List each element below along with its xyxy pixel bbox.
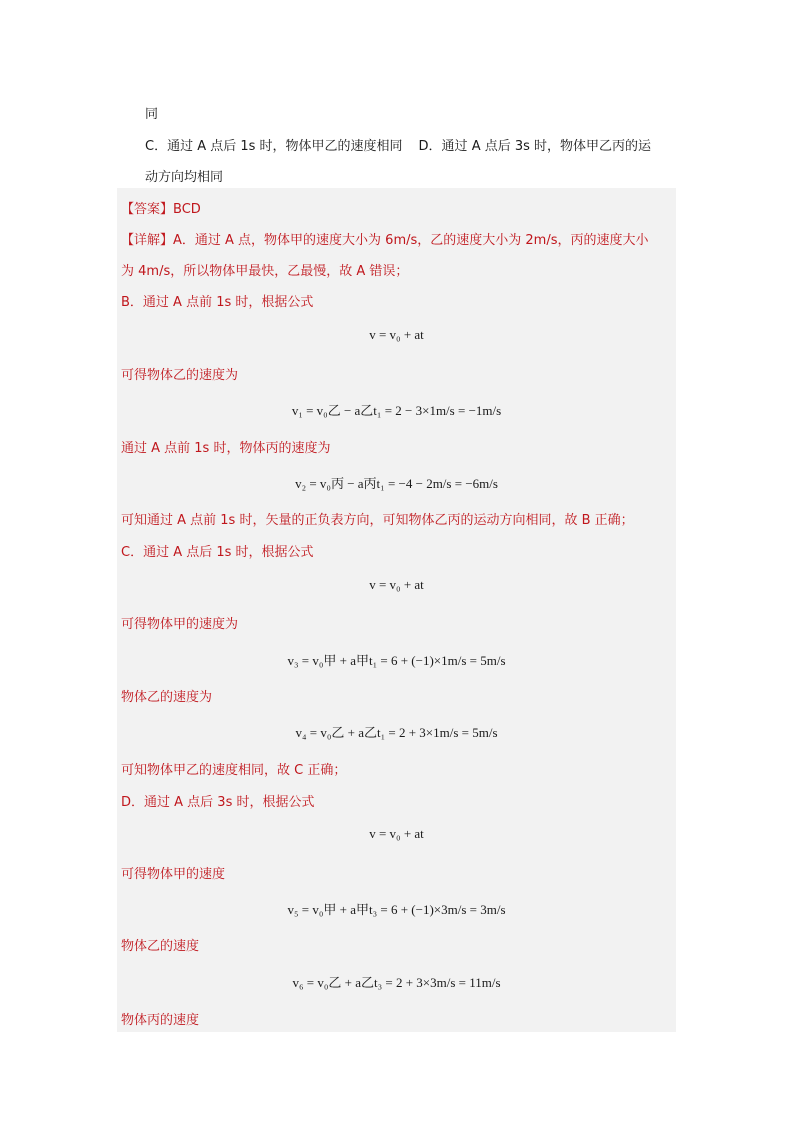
formula-1: v = v₀ + at [369, 327, 424, 342]
detail-d-text-1: 可得物体甲的速度 [121, 867, 226, 882]
formula-6: v₄ = v₀乙 + a乙t₁ = 2 + 3×1m/s = 5m/s [295, 725, 498, 740]
formula-2: v₁ = v₀乙 − a乙t₁ = 2 − 3×1m/s = −1m/s [291, 403, 502, 418]
formula-9: v₆ = v₀乙 + a乙t₃ = 2 + 3×3m/s = 11m/s [292, 975, 501, 990]
option-d-continuation: 动方向均相同 [145, 170, 224, 185]
detail-a-line-1: 【详解】A．通过 A 点，物体甲的速度大小为 6m/s，乙的速度大小为 2m/s，丙的速度大小 [121, 233, 649, 248]
question-line-tail: 同 [145, 107, 159, 122]
detail-b-text-1: 可得物体乙的速度为 [121, 368, 239, 383]
detail-b-intro: B．通过 A 点前 1s 时，根据公式 [121, 295, 314, 310]
detail-b-text-2: 通过 A 点前 1s 时，物体丙的速度为 [121, 441, 331, 456]
formula-7: v = v₀ + at [369, 826, 424, 841]
formula-3: v₂ = v₀丙 − a丙t₁ = −4 − 2m/s = −6m/s [295, 476, 498, 491]
detail-d-text-2: 物体乙的速度 [121, 939, 200, 954]
answer-label: 【答案】BCD [121, 202, 201, 217]
detail-c-text-2: 物体乙的速度为 [121, 690, 213, 705]
formula-5: v₃ = v₀甲 + a甲t₁ = 6 + (−1)×1m/s = 5m/s [287, 653, 506, 668]
detail-b-conclusion: 可知通过 A 点前 1s 时，矢量的正负表方向，可知物体乙丙的运动方向相同，故 B 正确； [121, 513, 634, 528]
detail-d-intro: D．通过 A 点后 3s 时，根据公式 [121, 795, 315, 810]
formula-8: v₅ = v₀甲 + a甲t₃ = 6 + (−1)×3m/s = 3m/s [287, 902, 506, 917]
option-d: D．通过 A 点后 3s 时，物体甲乙丙的运 [418, 139, 652, 154]
detail-c-text-1: 可得物体甲的速度为 [121, 617, 239, 632]
detail-c-conclusion: 可知物体甲乙的速度相同，故 C 正确； [121, 763, 347, 778]
detail-a-line-2: 为 4m/s，所以物体甲最快，乙最慢，故 A 错误； [121, 264, 409, 279]
option-c: C．通过 A 点后 1s 时，物体甲乙的速度相同 [145, 139, 403, 154]
question-options-row [145, 135, 651, 154]
detail-c-intro: C．通过 A 点后 1s 时，根据公式 [121, 545, 314, 560]
formula-4: v = v₀ + at [369, 577, 424, 592]
detail-d-text-3: 物体丙的速度 [121, 1013, 200, 1028]
